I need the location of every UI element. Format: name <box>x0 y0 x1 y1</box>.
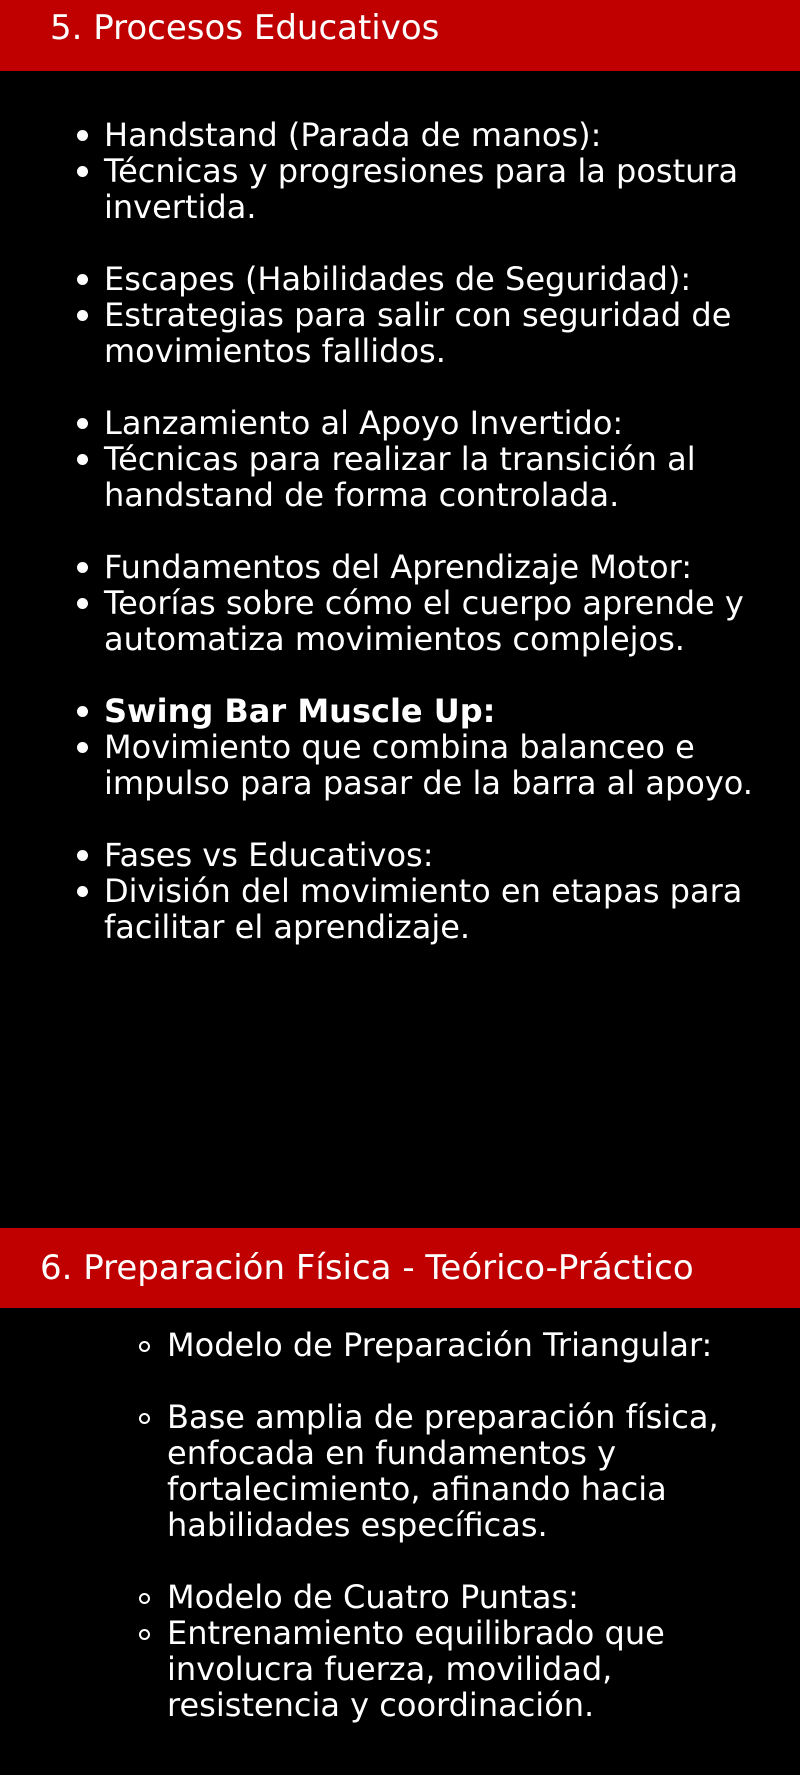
list-item: Técnicas para realizar la transición al handstand de forma controlada. <box>104 441 784 513</box>
list-item: Estrategias para salir con seguridad de movimientos fallidos. <box>104 297 784 369</box>
list-item: Base amplia de preparación física, enfocada en fundamentos y fortalecimiento, afinando hacia habilidades específicas. <box>167 1399 787 1543</box>
list-item: Fases vs Educativos: <box>104 837 784 873</box>
list-item: Teorías sobre cómo el cuerpo aprende y automatiza movimientos complejos. <box>104 585 784 657</box>
section-5-header <box>0 0 800 71</box>
list-item: Lanzamiento al Apoyo Invertido: <box>104 405 784 441</box>
list-item: Técnicas y progresiones para la postura invertida. <box>104 153 784 225</box>
section-5-list <box>104 117 784 945</box>
list-item: Fundamentos del Aprendizaje Motor: <box>104 549 784 585</box>
list-item: División del movimiento en etapas para facilitar el aprendizaje. <box>104 873 784 945</box>
list-item: Movimiento que combina balanceo e impulso para pasar de la barra al apoyo. <box>104 729 784 801</box>
list-item: Entrenamiento equilibrado que involucra fuerza, movilidad, resistencia y coordinación. <box>167 1615 787 1723</box>
list-item: Swing Bar Muscle Up: <box>104 693 784 729</box>
section-6-list <box>167 1327 787 1723</box>
list-item: Handstand (Parada de manos): <box>104 117 784 153</box>
section-6-title: 6. Preparación Física - Teórico-Práctico <box>40 1248 694 1288</box>
list-item: Modelo de Preparación Triangular: <box>167 1327 787 1363</box>
list-item: Modelo de Cuatro Puntas: <box>167 1579 787 1615</box>
section-6-header <box>0 1228 800 1308</box>
section-5-title: 5. Procesos Educativos <box>50 7 440 48</box>
list-item: Escapes (Habilidades de Seguridad): <box>104 261 784 297</box>
